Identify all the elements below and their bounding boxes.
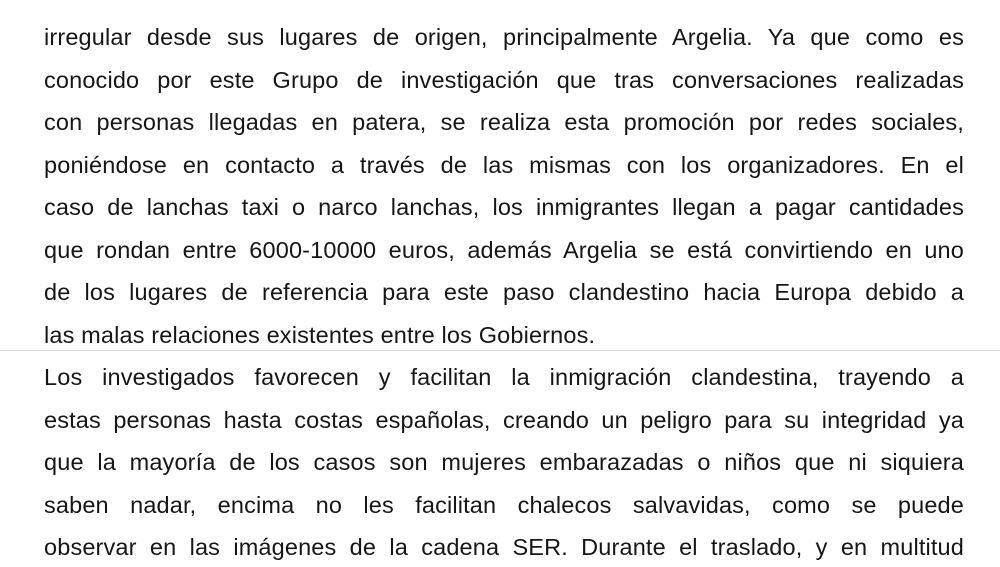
paragraph-line: Los investigados favorecen y facilitan la inmigración clandestina, trayendo a bbox=[44, 364, 964, 390]
paragraph-line: con personas llegadas en patera, se realiza esta promoción por redes sociales, bbox=[44, 109, 964, 135]
paragraph-line: de los lugares de referencia para este paso clandestino hacia Europa debido a bbox=[44, 279, 964, 305]
paragraph-line: irregular desde sus lugares de origen, principalmente Argelia. Ya que como es bbox=[44, 24, 964, 50]
paragraph-line: caso de lanchas taxi o narco lanchas, los inmigrantes llegan a pagar cantidades bbox=[44, 194, 964, 220]
paragraph-line: estas personas hasta costas españolas, creando un peligro para su integridad ya bbox=[44, 406, 964, 433]
paragraph-line: que la mayoría de los casos son mujeres embarazadas o niños que ni siquiera bbox=[44, 449, 964, 475]
paragraph-line: conocido por este Grupo de investigación que tras conversaciones realizadas bbox=[44, 66, 964, 93]
paragraph-line: las malas relaciones existentes entre los Gobiernos. bbox=[44, 321, 596, 348]
paragraph-line: que rondan entre 6000-10000 euros, además Argelia se está convirtiendo en uno bbox=[44, 236, 964, 263]
paragraph-line: observar en las imágenes de la cadena SER. Durante el traslado, y en multitud bbox=[44, 534, 964, 560]
paragraph-line: saben nadar, encima no les facilitan chalecos salvavidas, como se puede bbox=[44, 491, 964, 518]
paragraph-2 bbox=[44, 356, 964, 567]
paragraph-1 bbox=[44, 16, 964, 356]
page-divider bbox=[0, 350, 1000, 351]
paragraph-line: poniéndose en contacto a través de las mismas con los organizadores. En el bbox=[44, 151, 964, 178]
